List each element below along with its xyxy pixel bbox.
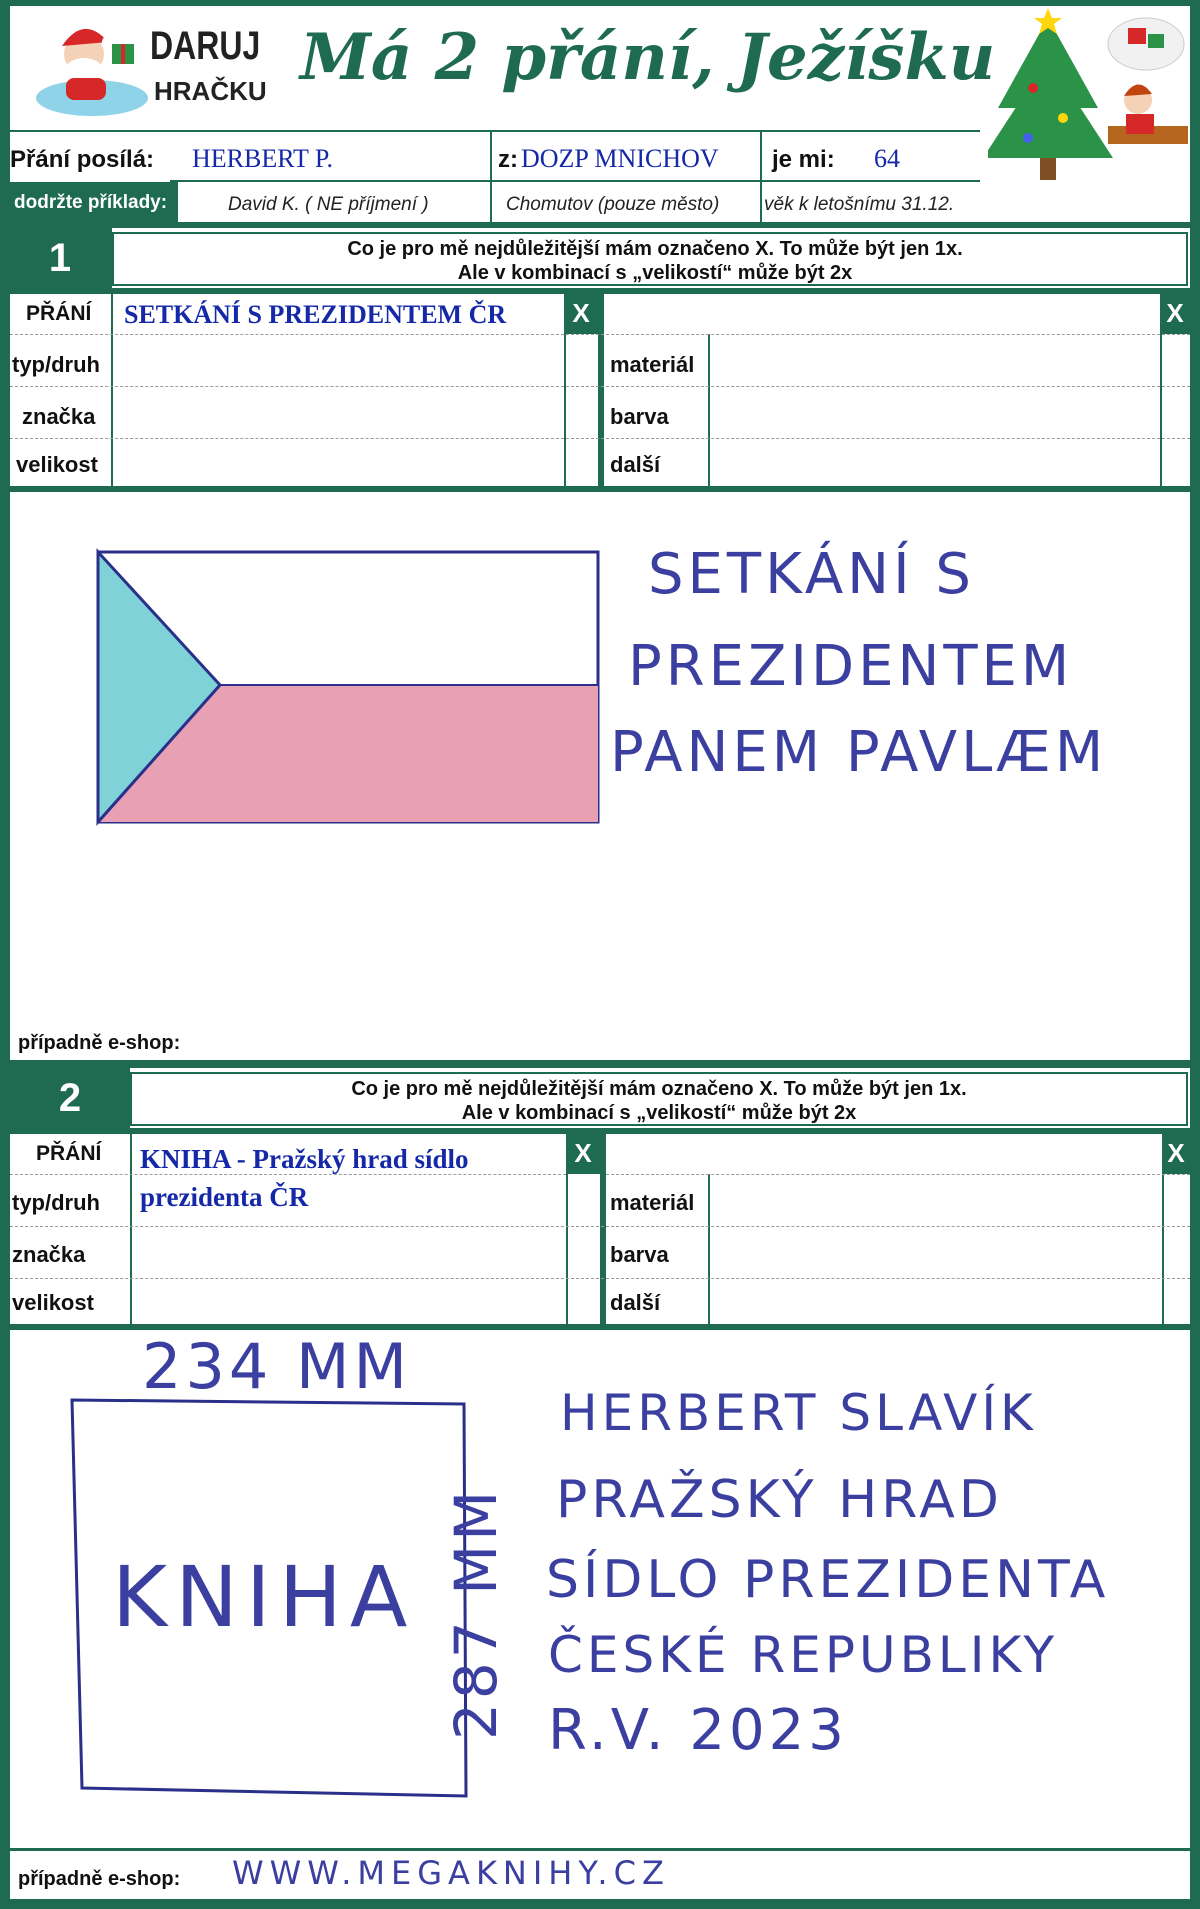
czech-flag-drawing	[90, 548, 610, 830]
rule	[10, 334, 1190, 335]
wish1-instruction-line1: Co je pro mě nejdůležitější mám označeno X. To může být jen 1x.	[347, 238, 963, 260]
rule	[10, 386, 1190, 387]
rule	[606, 1174, 1190, 1175]
wish2-width-note: 234 MM	[142, 1330, 412, 1403]
wish2-column-gap	[600, 1134, 606, 1326]
wish1-label-velikost: velikost	[16, 452, 98, 477]
examples-label: dodržte příklady:	[14, 192, 168, 213]
rule	[10, 1278, 1190, 1279]
divider	[708, 334, 710, 488]
wish1-instruction-line2: Ale v kombinací s „velikostí“ může být 2x	[457, 262, 853, 284]
header-bottom-border	[10, 130, 980, 132]
divider	[130, 1134, 132, 1326]
frame-left	[0, 0, 10, 1909]
wish2-drawing-line5: R.V. 2023	[548, 1698, 848, 1763]
wish1-label-typ: typ/druh	[12, 352, 100, 377]
wish2-drawing-line2: PRAŽSKÝ HRAD	[556, 1470, 1003, 1530]
from-value: DOZP MNICHOV	[521, 144, 719, 173]
wish2-drawing-line1: HERBERT SLAVÍK	[560, 1384, 1037, 1442]
wish2-instruction-line1: Co je pro mě nejdůležitější mám označeno X. To může být jen 1x.	[351, 1078, 967, 1100]
divider	[111, 294, 113, 488]
wish2-label-velikost: velikost	[12, 1290, 94, 1315]
wish2-prani-value-line1: KNIHA - Pražský hrad sídlo	[140, 1144, 469, 1174]
wish2-height-note: 287 MM	[442, 1486, 510, 1740]
example-name: David K. ( NE příjmení )	[228, 194, 429, 215]
christmas-tree-icon	[988, 8, 1188, 208]
wish1-drawing-line2: PREZIDENTEM	[628, 634, 1074, 699]
wish1-x-mark-left: X	[572, 298, 590, 328]
wish2-label-znacka: značka	[12, 1242, 86, 1267]
wish2-drawing-line4: ČESKÉ REPUBLIKY	[548, 1626, 1059, 1684]
logo-line1: DARUJ	[150, 24, 261, 68]
wish1-label-prani: PŘÁNÍ	[26, 302, 92, 325]
wish2-x-mark-right: X	[1167, 1138, 1185, 1168]
frame-bottom	[0, 1899, 1200, 1909]
page-title: Má 2 přání, Ježíšku	[300, 20, 996, 95]
wish2-label-material: materiál	[610, 1190, 695, 1215]
wish2-label-barva: barva	[610, 1242, 669, 1267]
wish1-label-barva: barva	[610, 404, 669, 429]
wish2-eshop-label: případně e-shop:	[18, 1868, 181, 1890]
wish1-label-znacka: značka	[22, 404, 96, 429]
wish1-x-mark-right: X	[1166, 298, 1184, 328]
wish2-eshop-top-border	[10, 1848, 1190, 1851]
example-city: Chomutov (pouze město)	[506, 194, 720, 215]
example-age: věk k letošnímu 31.12.	[764, 194, 955, 215]
sender-bottom-border	[170, 180, 980, 182]
wish1-label-dalsi: další	[610, 452, 661, 477]
age-label: je mi:	[772, 146, 835, 173]
wish2-label-dalsi: další	[610, 1290, 661, 1315]
wish1-label-material: materiál	[610, 352, 695, 377]
wish2-drawing-line3: SÍDLO PREZIDENTA	[546, 1550, 1110, 1610]
wish1-eshop-label: případně e-shop:	[18, 1032, 181, 1054]
wish1-drawing-line1: SETKÁNÍ S	[648, 542, 975, 607]
wish1-table-bottom	[10, 486, 1190, 492]
divider	[760, 130, 762, 222]
from-label: z:	[498, 146, 518, 173]
sender-label: Přání posílá:	[10, 146, 155, 173]
wish1-number: 1	[48, 236, 72, 280]
wish2-x-mark-left: X	[574, 1138, 592, 1168]
rule	[10, 438, 1190, 439]
wish2-label-prani: PŘÁNÍ	[36, 1142, 102, 1165]
divider	[708, 1174, 710, 1326]
wish1-section-bottom	[10, 1060, 1190, 1068]
logo-line2: HRAČKU	[154, 76, 267, 106]
frame-right	[1190, 0, 1200, 1909]
rule	[10, 1226, 1190, 1227]
wish2-instruction-line2: Ale v kombinací s „velikostí“ může být 2x	[461, 1102, 857, 1124]
wish2-prani-value-line2: prezidenta ČR	[140, 1182, 309, 1212]
sender-section-bottom	[10, 222, 1190, 228]
header	[10, 6, 1190, 130]
wish1-prani-value: SETKÁNÍ S PREZIDENTEM ČR	[124, 300, 507, 329]
divider	[490, 130, 492, 222]
wish2-book-label: KNIHA	[112, 1548, 416, 1646]
wish2-label-typ: typ/druh	[12, 1190, 100, 1215]
wish2-number: 2	[58, 1076, 82, 1120]
age-value: 64	[874, 144, 900, 173]
wish1-column-gap	[598, 294, 604, 488]
sender-name: HERBERT P.	[192, 144, 333, 173]
santa-logo-icon	[32, 16, 152, 122]
wish2-eshop-value: WWW.MEGAKNIHY.CZ	[232, 1854, 670, 1892]
wish1-drawing-line3: PANEM PAVLÆM	[610, 720, 1108, 785]
